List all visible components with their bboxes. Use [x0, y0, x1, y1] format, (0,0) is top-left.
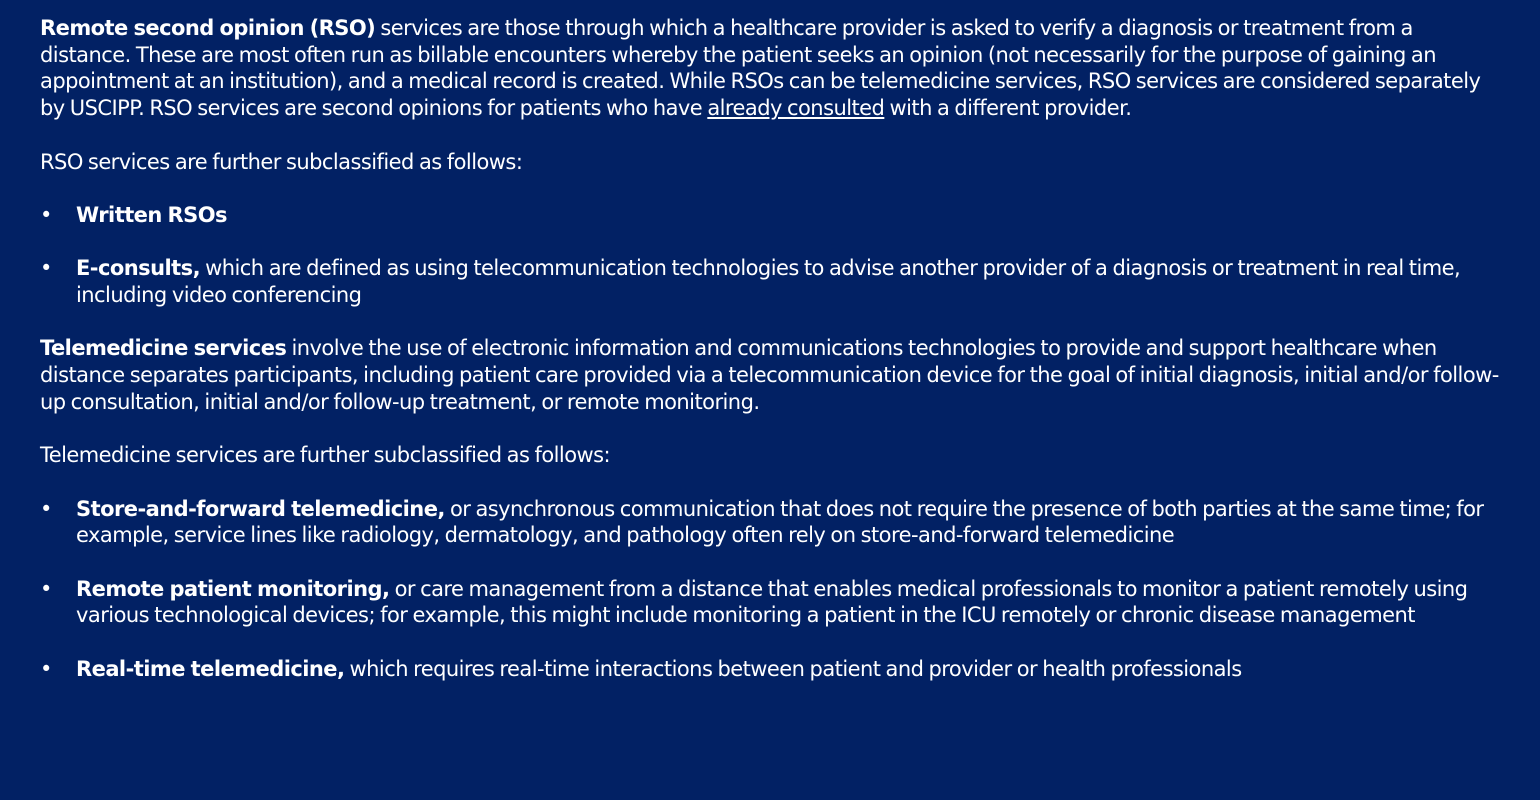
- rso-list-item-written: [40, 202, 1506, 229]
- rso-definition-paragraph: [40, 15, 1506, 122]
- telemedicine-subclass-intro: Telemedicine services are further subclassified as follows:: [40, 443, 611, 468]
- spacer: [40, 549, 1506, 576]
- rso-item-desc: which are defined as using telecommunication technologies to advise another provider of a diagnosis or treatment in real time, including video conferencing: [76, 256, 1461, 307]
- spacer: [40, 309, 1506, 336]
- telemedicine-item-term: Store-and-forward telemedicine,: [76, 496, 445, 521]
- telemedicine-definition-text: involve the use of electronic information and communications technologies to provide and support healthcare when distance separates participants, including patient care provided via a telecommunication device for the goal of initial diagnosis, initial and/or follow-up consultation, initial and/or follow-up treatment, or remote monitoring.: [40, 336, 1499, 414]
- spacer: [40, 469, 1506, 496]
- telemedicine-term: Telemedicine services: [40, 336, 287, 361]
- bullet-icon: •: [40, 202, 52, 227]
- already-consulted-text: already consulted: [707, 96, 885, 121]
- telemedicine-definition-paragraph: [40, 335, 1506, 415]
- telemedicine-item-desc: or care management from a distance that enables medical professionals to monitor a patient remotely using various technological devices; for example, this might include monitoring a patient in the ICU remotely or chronic disease management: [76, 576, 1468, 628]
- rso-item-term: E-consults,: [76, 256, 201, 281]
- telemedicine-item-desc: which requires real-time interactions between patient and provider or health professionals: [344, 656, 1242, 681]
- spacer: [40, 122, 1506, 149]
- telemedicine-list-item-remote-monitoring: [40, 576, 1506, 629]
- spacer: [40, 175, 1506, 202]
- telemedicine-item-term: Remote patient monitoring,: [76, 576, 390, 601]
- bullet-icon: •: [40, 576, 52, 601]
- telemedicine-list-item-store-and-forward: [40, 496, 1506, 549]
- bullet-icon: •: [40, 656, 52, 681]
- spacer: [40, 229, 1506, 256]
- spacer: [40, 629, 1506, 656]
- telemedicine-item-term: Real-time telemedicine,: [76, 656, 345, 681]
- bullet-icon: •: [40, 496, 52, 521]
- rso-subclass-intro: RSO services are further subclassified as follows:: [40, 149, 523, 174]
- bullet-icon: •: [40, 256, 52, 281]
- rso-definition-text-1: services are those through which a healthcare provider is asked to verify a diagnosis or treatment from a distance. These are most often run as billable encounters whereby the patient seeks an opinion (not necessarily for the purpose of gaining an appointment at an institution), and a medical record is created. While RSOs can be telemedicine services, RSO services are considered separately by USCIPP. RSO services are second opinions for patients who have: [40, 16, 1481, 121]
- rso-item-term: Written RSOs: [76, 202, 227, 227]
- rso-term: Remote second opinion (RSO): [40, 16, 376, 40]
- telemedicine-list-item-real-time: [40, 656, 1506, 683]
- rso-list-item-econsults: [40, 255, 1506, 308]
- spacer: [40, 415, 1506, 442]
- rso-definition-text-2: with a different provider.: [884, 96, 1132, 121]
- telemedicine-item-desc: or asynchronous communication that does not require the presence of both parties at the same time; for example, service lines like radiology, dermatology, and pathology often rely on store-and-forward telemedicine: [76, 496, 1484, 548]
